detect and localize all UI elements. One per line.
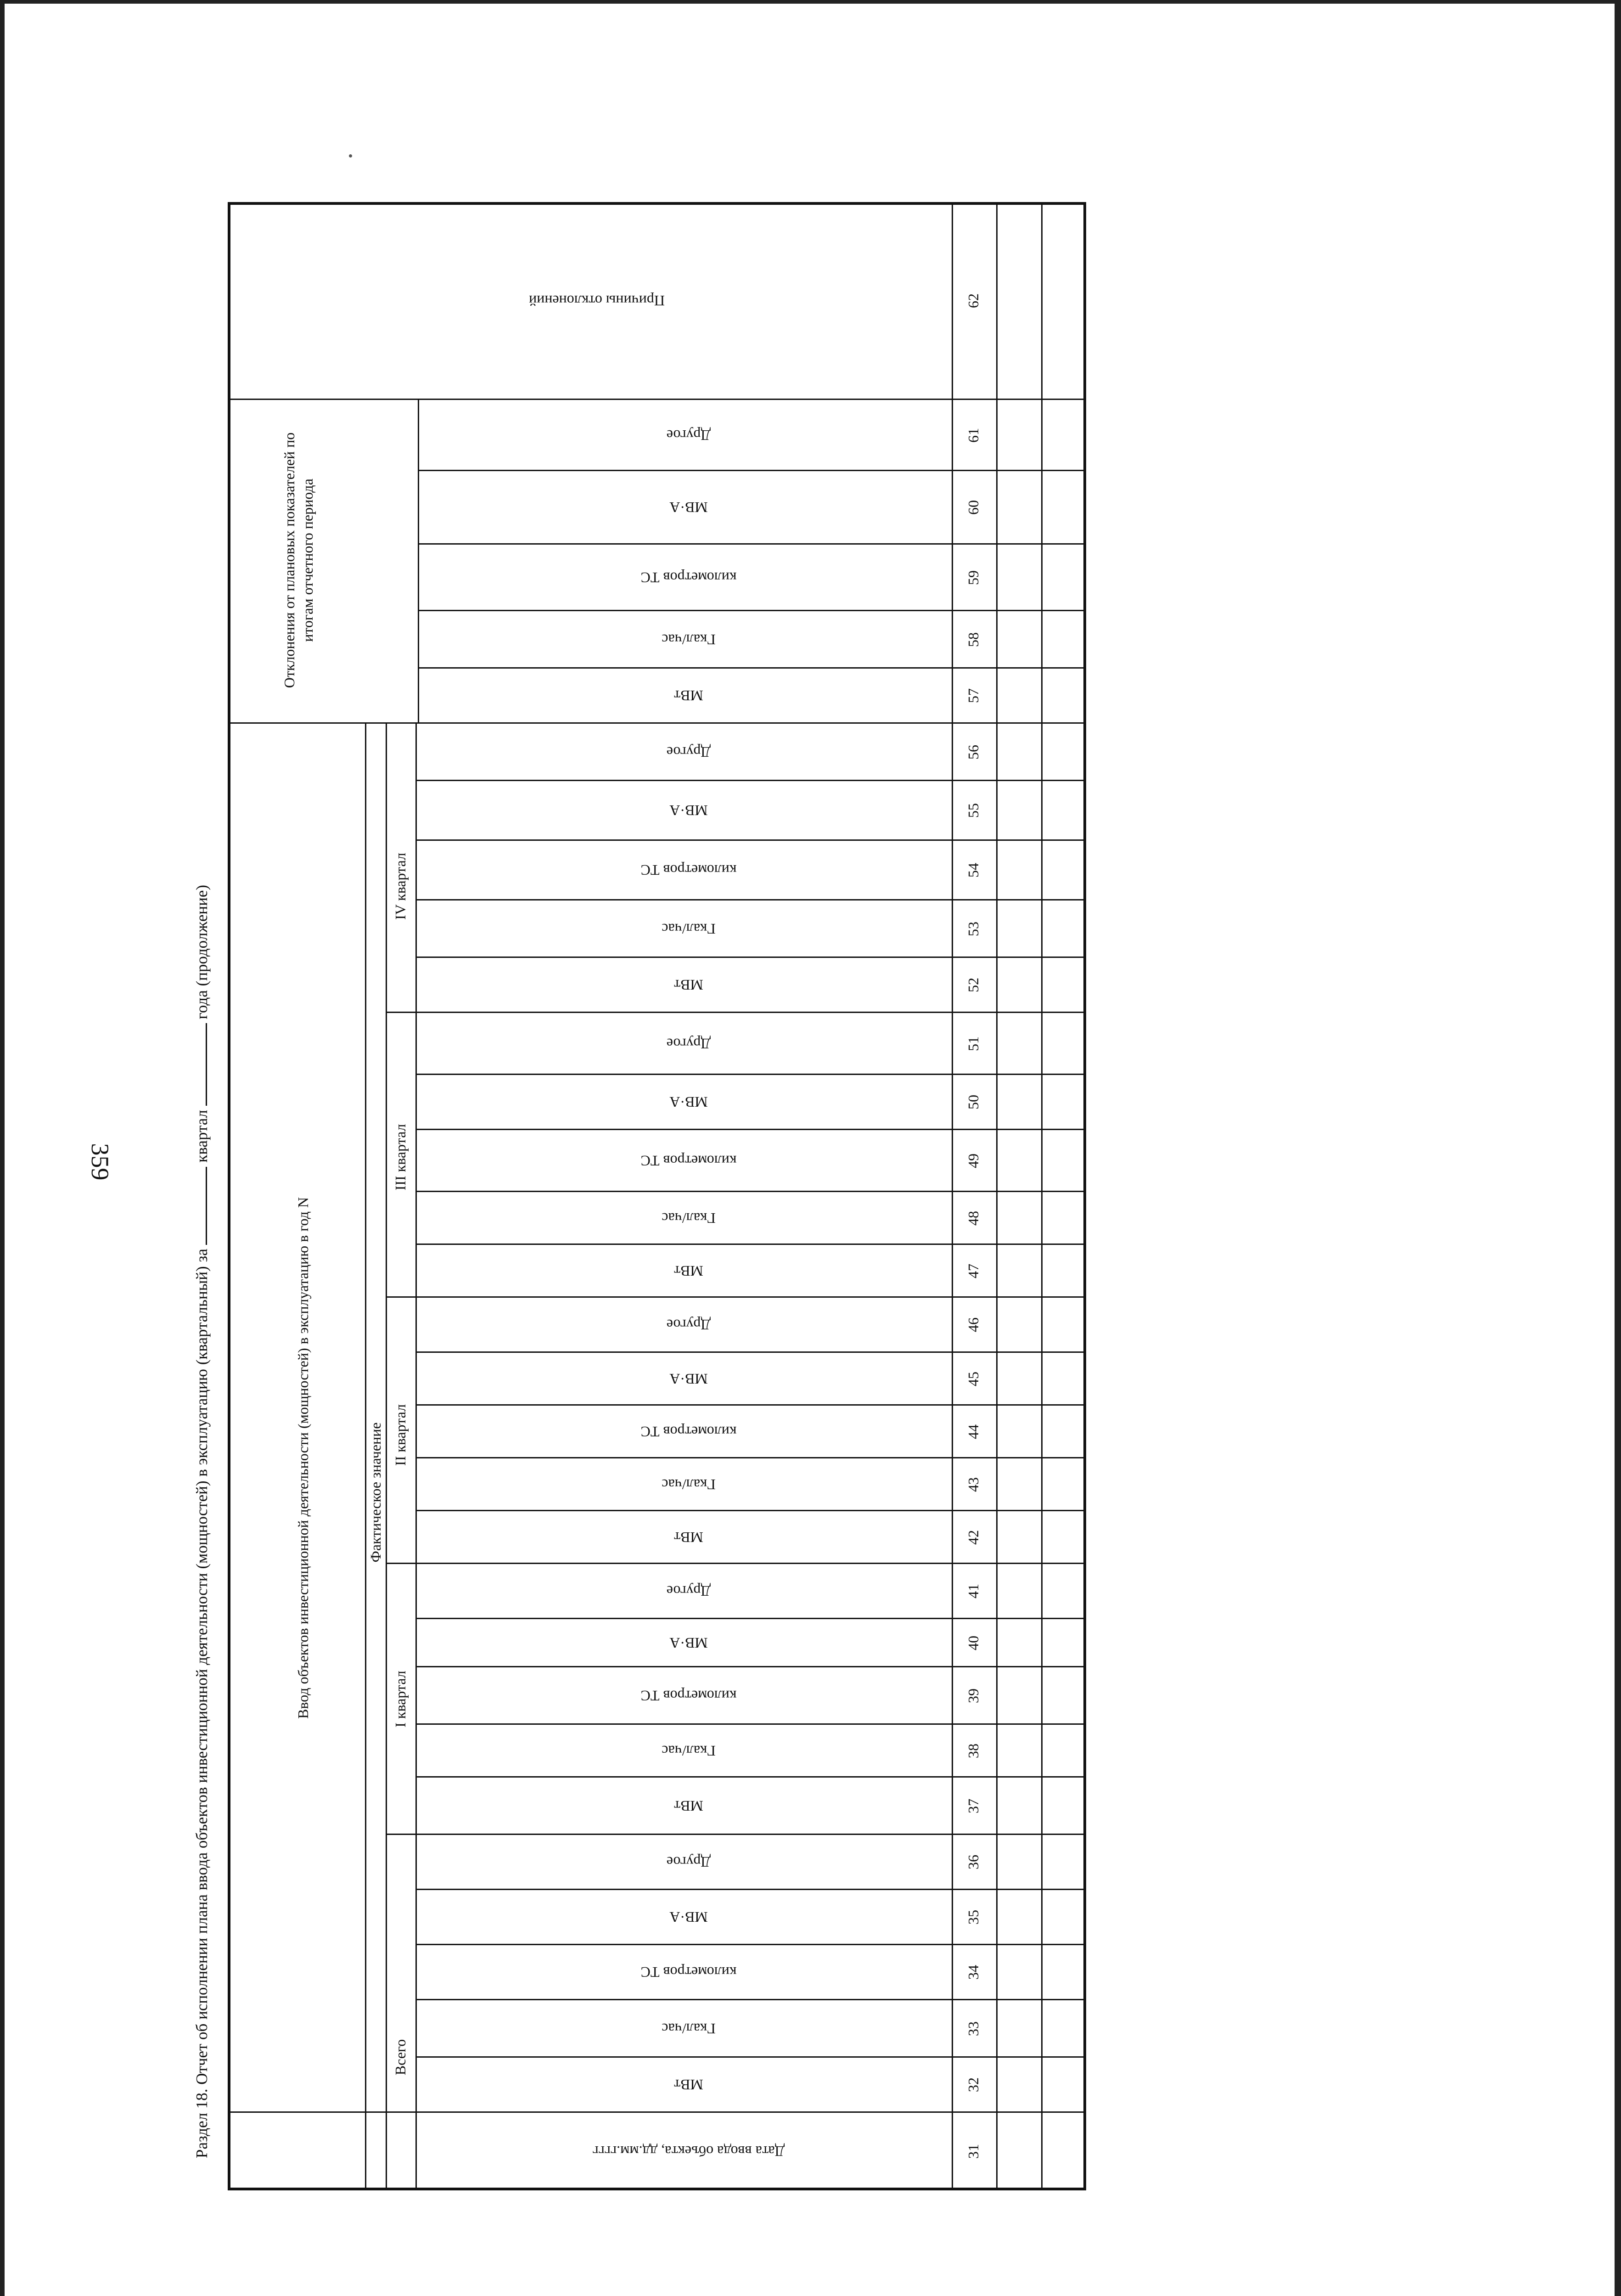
grid-h-line — [415, 780, 1086, 781]
grid-v-deviation — [418, 400, 419, 723]
unit-label: километров ТС — [640, 1152, 737, 1169]
unit-label: МВт — [674, 2077, 703, 2093]
unit-label: МВ·А — [669, 499, 708, 516]
column-number: 34 — [965, 1965, 982, 1980]
data-cell[interactable] — [1043, 612, 1083, 667]
blank-year[interactable] — [192, 1023, 207, 1106]
data-cell[interactable] — [998, 1725, 1040, 1776]
data-cell[interactable] — [998, 1946, 1040, 1998]
column-number: 62 — [965, 293, 982, 308]
column-number: 57 — [965, 688, 982, 703]
grid-h-line — [418, 470, 1086, 471]
unit-label: Другое — [666, 1317, 711, 1333]
column-number: 31 — [965, 2144, 982, 2159]
data-cell[interactable] — [998, 1835, 1040, 1888]
data-cell[interactable] — [998, 1406, 1040, 1457]
unit-label: Гкал/час — [662, 1476, 716, 1493]
data-cell[interactable] — [998, 841, 1040, 899]
data-cell[interactable] — [1043, 782, 1083, 839]
column-number: 54 — [965, 863, 982, 878]
data-cell[interactable] — [1043, 1946, 1083, 1998]
data-cell[interactable] — [998, 1459, 1040, 1509]
data-cell[interactable] — [1043, 1668, 1083, 1723]
grid-v-units — [415, 723, 417, 2190]
column-number: 44 — [965, 1424, 982, 1439]
data-cell[interactable] — [998, 1075, 1040, 1128]
column-number: 47 — [965, 1263, 982, 1278]
grid-v-number — [952, 202, 953, 2190]
title-part-2: квартал — [193, 1110, 211, 1163]
data-cell[interactable] — [998, 958, 1040, 1011]
unit-label: Гкал/час — [662, 920, 716, 937]
unit-label: Гкал/час — [662, 1210, 716, 1227]
data-cell[interactable] — [998, 203, 1040, 398]
data-cell[interactable] — [998, 1891, 1040, 1943]
column-number: 50 — [965, 1095, 982, 1109]
data-cell[interactable] — [1043, 1406, 1083, 1457]
unit-label: МВт — [674, 1529, 703, 1546]
data-cell[interactable] — [998, 1668, 1040, 1723]
column-number: 42 — [965, 1530, 982, 1545]
data-cell[interactable] — [998, 782, 1040, 839]
data-cell[interactable] — [1043, 958, 1083, 1011]
data-cell[interactable] — [1043, 203, 1083, 398]
column-number: 38 — [965, 1743, 982, 1758]
grid-h-line — [415, 839, 1086, 841]
data-cell[interactable] — [1043, 1075, 1083, 1128]
column-number: 36 — [965, 1855, 982, 1869]
data-cell[interactable] — [1043, 1835, 1083, 1888]
unit-label: Другое — [666, 1583, 711, 1599]
unit-label: МВ·А — [669, 1094, 708, 1110]
unit-label: МВт — [674, 977, 703, 993]
report-table — [228, 202, 1086, 2190]
actual-header: Фактическое значение — [367, 1422, 384, 1563]
data-cell[interactable] — [1043, 1891, 1083, 1943]
unit-label: МВт — [674, 1262, 703, 1279]
data-cell[interactable] — [998, 1353, 1040, 1404]
data-cell[interactable] — [1043, 1353, 1083, 1404]
blank-quarter[interactable] — [192, 1167, 207, 1245]
data-cell[interactable] — [998, 2001, 1040, 2056]
column-number: 48 — [965, 1210, 982, 1226]
title-part-3: года (продолжение) — [193, 884, 211, 1019]
title-part-1: Раздел 18. Отчет об исполнении плана ввода объектов инвестиционной деятельности (мощностей) в эксплуатацию (квартальный) за — [193, 1249, 211, 2158]
column-number: 51 — [965, 1036, 982, 1051]
unit-label: Гкал/час — [662, 631, 716, 648]
group-header: I квартал — [392, 1671, 409, 1728]
data-cell[interactable] — [998, 472, 1040, 543]
data-cell[interactable] — [1043, 545, 1083, 609]
unit-label: Другое — [666, 427, 711, 444]
data-cell[interactable] — [1043, 669, 1083, 722]
group-header: Всего — [392, 2039, 409, 2076]
unit-label: Другое — [666, 1035, 711, 1052]
data-cell[interactable] — [998, 2058, 1040, 2111]
data-cell[interactable] — [1043, 2001, 1083, 2056]
grid-h-line — [415, 899, 1086, 900]
data-cell[interactable] — [998, 1193, 1040, 1243]
column-number: 32 — [965, 2077, 982, 2092]
column-number: 60 — [965, 500, 982, 515]
group-header: II квартал — [392, 1404, 409, 1466]
unit-label: километров ТС — [640, 1687, 737, 1704]
group-header: IV квартал — [392, 852, 409, 920]
section-title — [191, 597, 213, 2158]
unit-label: километров ТС — [640, 569, 737, 586]
data-cell[interactable] — [998, 1778, 1040, 1833]
data-cell[interactable] — [998, 2113, 1040, 2189]
data-cell[interactable] — [1043, 1459, 1083, 1509]
data-cell[interactable] — [1043, 1620, 1083, 1666]
unit-label: МВт — [674, 687, 703, 704]
unit-label: километров ТС — [640, 862, 737, 878]
unit-label: МВ·А — [669, 1909, 708, 1925]
grid-h-line — [418, 610, 1086, 611]
ink-speck — [349, 154, 352, 158]
unit-label: Гкал/час — [662, 2020, 716, 2037]
data-cell[interactable] — [1043, 1245, 1083, 1296]
data-cell[interactable] — [998, 1131, 1040, 1190]
column-number: 43 — [965, 1477, 982, 1492]
column-number: 55 — [965, 803, 982, 818]
data-cell[interactable] — [1043, 901, 1083, 956]
column-number: 39 — [965, 1688, 982, 1703]
unit-label: МВ·А — [669, 1634, 708, 1651]
page-number: 359 — [86, 1143, 114, 1181]
grid-h-line — [418, 543, 1086, 545]
grid-h-line — [228, 399, 1086, 400]
column-number: 58 — [965, 632, 982, 647]
data-cell[interactable] — [998, 1620, 1040, 1666]
unit-label: Гкал/час — [662, 1742, 716, 1759]
data-cell[interactable] — [998, 1013, 1040, 1073]
column-number: 45 — [965, 1371, 982, 1386]
data-cell[interactable] — [1043, 1512, 1083, 1562]
column-number: 61 — [965, 428, 982, 443]
data-cell[interactable] — [998, 1512, 1040, 1562]
data-cell[interactable] — [1043, 400, 1083, 469]
grid-h-line — [228, 722, 1086, 724]
column-number: 46 — [965, 1317, 982, 1332]
data-cell[interactable] — [998, 545, 1040, 609]
data-cell[interactable] — [998, 400, 1040, 469]
column-number: 35 — [965, 1910, 982, 1925]
unit-label: МВ·А — [669, 1370, 708, 1387]
data-cell[interactable] — [1043, 724, 1083, 779]
column-number: 56 — [965, 744, 982, 760]
unit-label: МВт — [674, 1797, 703, 1814]
data-cell[interactable] — [998, 669, 1040, 722]
unit-label: километров ТС — [640, 1423, 737, 1440]
column-number: 41 — [965, 1584, 982, 1598]
unit-label: МВ·А — [669, 802, 708, 819]
data-cell[interactable] — [998, 1298, 1040, 1351]
data-cell[interactable] — [1043, 1193, 1083, 1243]
column-number: 52 — [965, 978, 982, 992]
column-number: 33 — [965, 2021, 982, 2036]
data-cell[interactable] — [1043, 2058, 1083, 2111]
column-number: 37 — [965, 1798, 982, 1813]
data-cell[interactable] — [1043, 1725, 1083, 1776]
data-cell[interactable] — [998, 1245, 1040, 1296]
date-column-header: Дата ввода объекта, дд.мм.гггг — [592, 2143, 785, 2160]
grid-h-line — [228, 2111, 1086, 2113]
data-cell[interactable] — [1043, 841, 1083, 899]
reasons-header: Причины отклонений — [529, 293, 665, 309]
column-number: 53 — [965, 921, 982, 936]
data-cell[interactable] — [998, 612, 1040, 667]
unit-label: Другое — [666, 1854, 711, 1870]
deviation-header: Отклонения от плановых показателей по итогам отчетного периода — [281, 432, 316, 688]
data-cell[interactable] — [998, 901, 1040, 956]
data-cell[interactable] — [1043, 1778, 1083, 1833]
data-cell[interactable] — [1043, 2113, 1083, 2189]
column-number: 59 — [965, 570, 982, 585]
data-cell[interactable] — [998, 724, 1040, 779]
main-header: Ввод объектов инвестиционной деятельности (мощностей) в эксплуатацию в год N — [295, 1197, 311, 1719]
data-cell[interactable] — [1043, 1013, 1083, 1073]
group-header: III квартал — [392, 1124, 409, 1191]
data-cell[interactable] — [1043, 1298, 1083, 1351]
data-cell[interactable] — [1043, 1131, 1083, 1190]
data-cell[interactable] — [1043, 1564, 1083, 1617]
unit-label: километров ТС — [640, 1964, 737, 1981]
data-cell[interactable] — [1043, 472, 1083, 543]
unit-label: Другое — [666, 743, 711, 760]
data-cell[interactable] — [998, 1564, 1040, 1617]
column-number: 49 — [965, 1153, 982, 1168]
column-number: 40 — [965, 1635, 982, 1650]
